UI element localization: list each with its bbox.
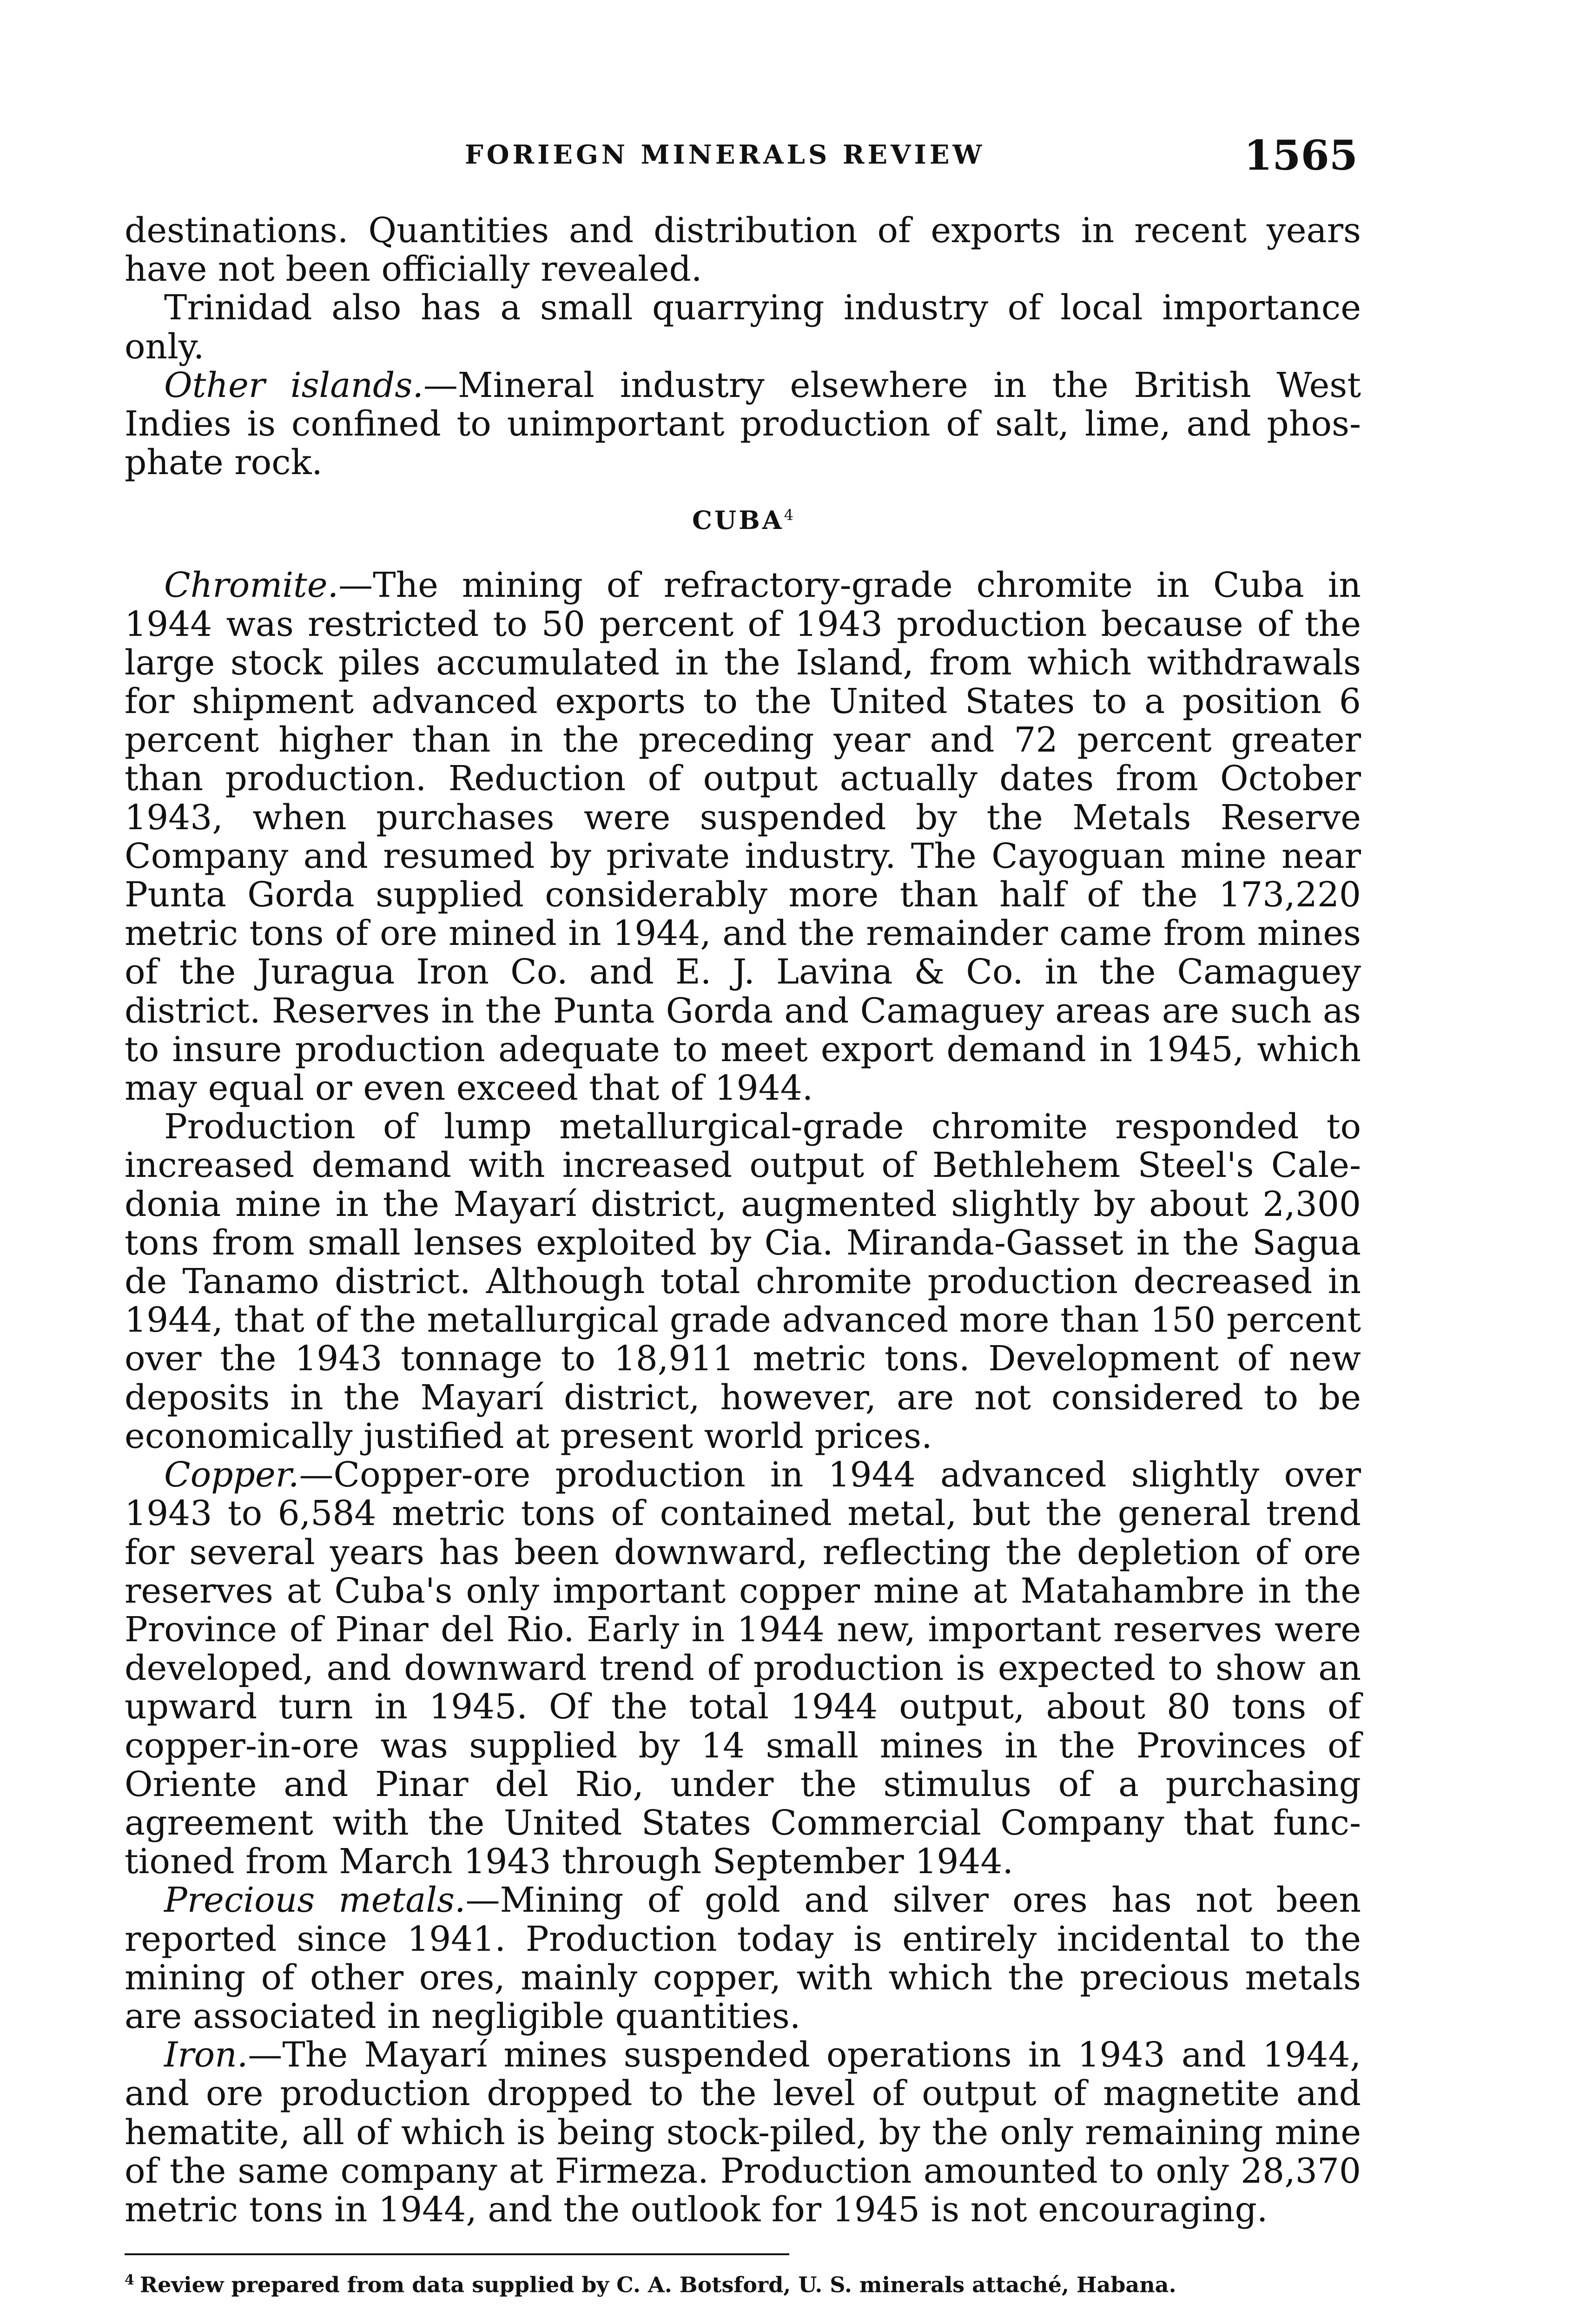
paragraph-precious-metals [125,1881,1361,2036]
footnote-mark: 4 [125,2272,134,2288]
paragraph-chromite [125,566,1361,1108]
paragraph-exports-continued: destinations. Quantities and distribution of exports in recent years have not been officially revealed. [125,211,1361,290]
paragraph-copper [125,1456,1361,1881]
footnote-reference: 4 [784,506,793,524]
footnote-divider [125,2253,789,2255]
section-title: CUBA [692,505,784,535]
run-in-heading-other-islands: Other islands. [164,365,423,405]
running-head: FORIEGN MINERALS REVIEW [465,139,985,170]
page-number: 1565 [1244,131,1358,179]
paragraph-other-islands [125,366,1361,482]
section-heading-cuba [125,501,1361,535]
paragraph-text: —Mining of gold and silver ores has not been reported since 1941. Production today is entirely incidental to the mining of other ores, mainly copper, with which the precious metals are associated in negligible quantities. [125,1880,1361,2036]
paragraph-metallurgical-chromite: Production of lump metallurgical-grade chromite responded to increased demand with increased output of Bethlehem Steel's Caledonia mine in the Mayarí district, augmented slightly by about 2,300 tons from small lenses exploited by Cia. Miranda-Gasset in the Sagua de Tanamo district. Although total chromite production decreased in 1944, that of the metallurgical grade advanced more than 150 percent over the 1943 tonnage to 18,911 metric tons. Development of new deposits in the Mayarí district, however, are not considered to be economically justified at present world prices. [125,1107,1361,1456]
paragraph-text: —The mining of refractory-grade chromite in Cuba in 1944 was restricted to 50 percent of 1943 production because of the large stock piles accumulated in the Island, from which withdrawals for shipment advanced exports to the United States to a position 6 percent higher than in the preceding year and 72 percent greater than production. Reduction of output actually dates from October 1943, when purchases were suspended by the Metals Reserve Company and resumed by private industry. The Cayoguan mine near Punta Gorda supplied considerably more than half of the 173,220 metric tons of ore mined in 1944, and the remainder came from mines of the Juragua Iron Co. and E. J. Lavina & Co. in the Camaguey district. Reserves in the Punta Gorda and Camaguey areas are such as to insure production adequate to meet export demand in 1945, which may equal or even exceed that of 1944. [125,565,1361,1109]
paragraph-text: —The Mayarí mines suspended operations in 1943 and 1944, and ore production dropped to the level of output of magnetite and hematite, all of which is being stock-piled, by the only remaining mine of the same company at Firmeza. Production amounted to only 28,370 metric tons in 1944, and the outlook for 1945 is not encouraging. [125,2035,1361,2230]
paragraph-trinidad-quarrying: Trinidad also has a small quarrying industry of local importance only. [125,288,1361,367]
footnote [125,2267,1361,2298]
paragraph-iron [125,2036,1361,2229]
footnote-text: Review prepared from data supplied by C. A. Botsford, U. S. minerals attaché, Habana. [139,2272,1176,2298]
run-in-heading-iron: Iron. [164,2035,248,2075]
run-in-heading-chromite: Chromite. [164,565,339,606]
paragraph-text: —Mineral industry elsewhere in the British West Indies is confined to unimportant production of salt, lime, and phosphate rock. [125,365,1361,483]
run-in-heading-copper: Copper. [164,1455,299,1495]
paragraph-text: —Copper-ore production in 1944 advanced slightly over 1943 to 6,584 metric tons of contained metal, but the general trend for several years has been downward, reflecting the depletion of ore reserves at Cuba's only important copper mine at Matahambre in the Province of Pinar del Rio. Early in 1944 new, important reserves were developed, and downward trend of production is expected to show an upward turn in 1945. Of the total 1944 output, about 80 tons of copper-in-ore was supplied by 14 small mines in the Provinces of Oriente and Pinar del Rio, under the stimulus of a purchasing agreement with the United States Commercial Company that functioned from March 1943 through September 1944. [125,1455,1361,1882]
run-in-heading-precious-metals: Precious metals. [164,1880,466,1921]
body-text [125,211,1361,2229]
